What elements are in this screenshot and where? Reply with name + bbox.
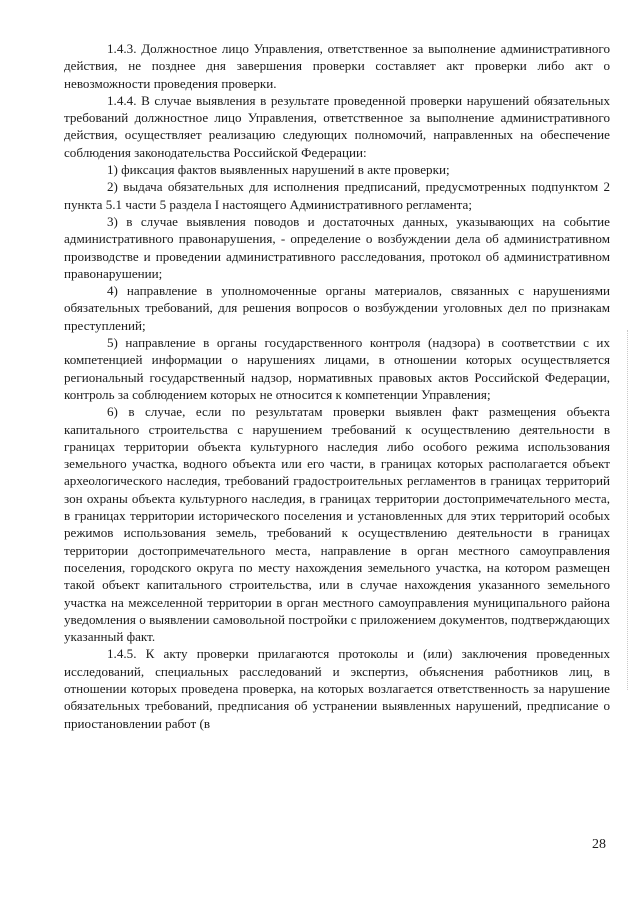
- paragraph-1-4-4: 1.4.4. В случае выявления в результате проведенной проверки нарушений обязательных требований должностное лицо Управления, ответственное за выполнение административного действия, осуществляет реализацию следующих полномочий, направленных на обеспечение соблюдения законодательства Российской Федерации:: [64, 92, 610, 160]
- list-item-2: 2) выдача обязательных для исполнения предписаний, предусмотренных подпунктом 2 пункта 5.1 части 5 раздела I настоящего Административного регламента;: [64, 179, 610, 212]
- document-body: [64, 40, 610, 732]
- paragraph-1-4-3: 1.4.3. Должностное лицо Управления, ответственное за выполнение административного действия, не позднее дня завершения проверки составляет акт проверки либо акт о невозможности проведения проверки.: [64, 41, 610, 91]
- scan-edge-artifact: [626, 330, 628, 690]
- list-item-6: 6) в случае, если по результатам проверки выявлен факт размещения объекта капитального строительства с нарушением требований к осуществлению деятельности в границах территории объекта культурного наследия либо особого режима использования земельного участка, водного объекта или его части, в границах которых располагается объект археологического наследия, требований градостроительных регламентов в границах территорий зон охраны объекта культурного наследия, в границах территории достопримечательного места, в границах территории исторического поселения и установленных для этих территорий особых режимов использования земель, требований к осуществлению деятельности в границах территории достопримечательного места, направление в орган местного самоуправления поселения, городского округа по месту нахождения земельного участка, на котором размещен такой объект капитального строительства, или в случае нахождения указанного земельного участка на межселенной территории в орган местного самоуправления муниципального района уведомления о выявлении самовольной постройки с приложением документов, подтверждающих указанный факт.: [64, 404, 610, 645]
- list-item-5: 5) направление в органы государственного контроля (надзора) в соответствии с их компетенцией информации о нарушениях лицами, в отношении которых осуществляется региональный государственный надзор, нормативных правовых актов Российской Федерации, контроль за соблюдением которых не относится к компетенции Управления;: [64, 335, 610, 402]
- list-item-3: 3) в случае выявления поводов и достаточных данных, указывающих на событие административного правонарушения, - определение о возбуждении дела об административном производстве и проведении административного расследования, протокол об административном правонарушении;: [64, 213, 610, 281]
- list-item-4: 4) направление в уполномоченные органы материалов, связанных с нарушениями обязательных требований, для решения вопросов о возбуждении уголовных дел по признакам преступлений;: [64, 283, 610, 333]
- list-item-1: 1) фиксация фактов выявленных нарушений в акте проверки;: [107, 162, 450, 178]
- paragraph-1-4-5: 1.4.5. К акту проверки прилагаются протоколы и (или) заключения проведенных исследований, специальных расследований и экспертиз, объяснения работников лиц, в отношении которых проведена проверка, на которых возлагается ответственность за нарушение обязательных требований, предписания об устранении выявленных нарушений, предписание о приостановлении работ (в: [64, 646, 610, 731]
- page-number: 28: [592, 837, 606, 852]
